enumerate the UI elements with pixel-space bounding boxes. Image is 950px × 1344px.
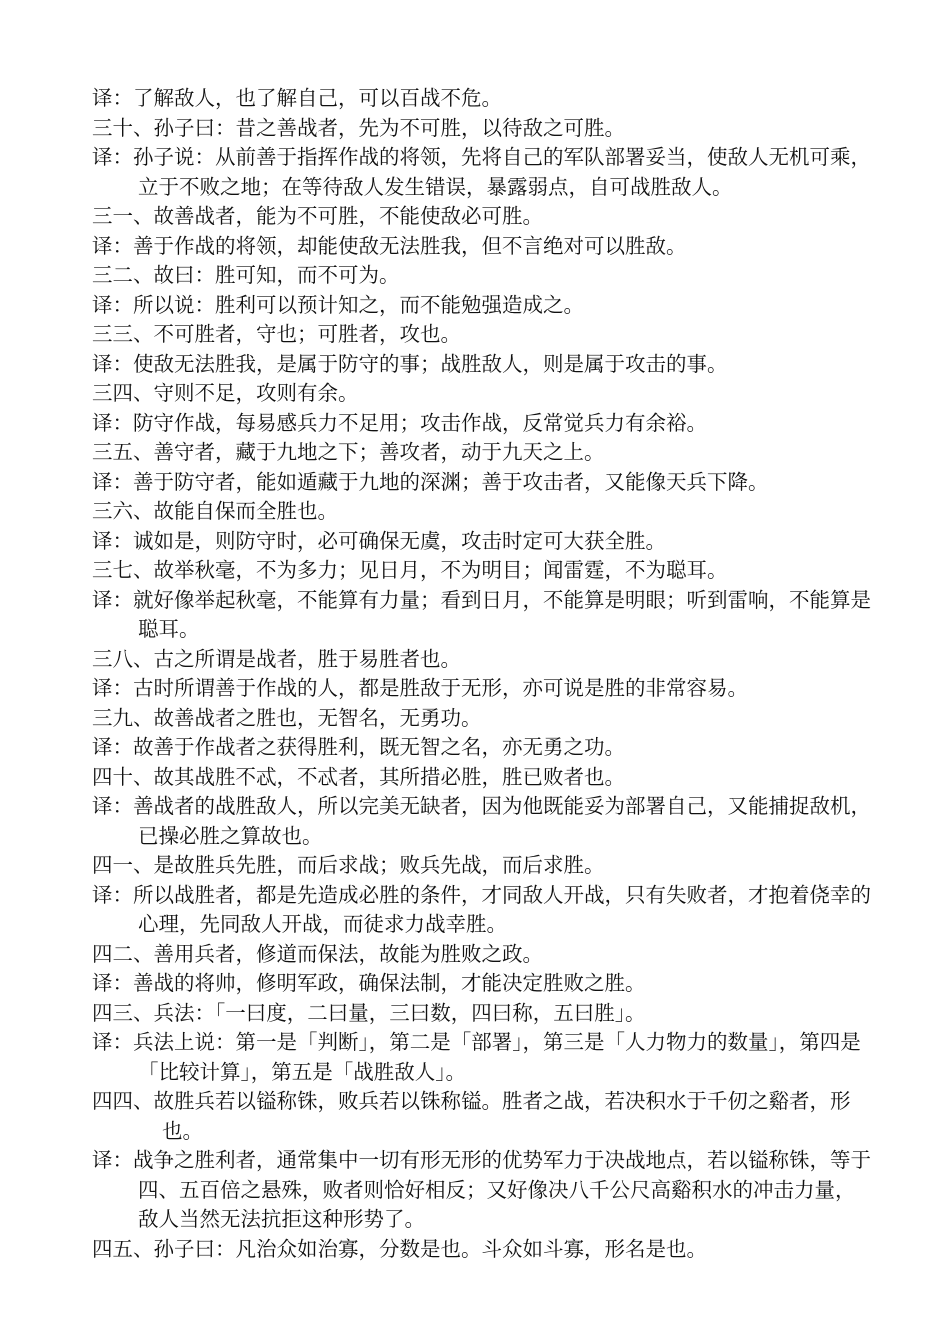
translation-line: 译：战争之胜利者，通常集中一切有形无形的优势军力于决战地点，若以镒称铢，等于四、五百倍之悬殊，败者则恰好相反；又好像决八千公尺高谿积水的冲击力量，敌人当然无法抗拒这种形势了。 — [92, 1148, 871, 1231]
original-text-line: 三三、不可胜者，守也；可胜者，攻也。 — [92, 322, 461, 346]
translation-line: 译：古时所谓善于作战的人，都是胜敌于无形，亦可说是胜的非常容易。 — [92, 676, 748, 700]
original-text-line: 三六、故能自保而全胜也。 — [92, 499, 338, 523]
original-text-line: 四一、是故胜兵先胜，而后求战；败兵先战，而后求胜。 — [92, 853, 605, 877]
translation-line: 译：诚如是，则防守时，必可确保无虞，攻击时定可大获全胜。 — [92, 528, 666, 553]
translation-line: 译：善于作战的将领，却能使敌无法胜我，但不言绝对可以胜敌。 — [92, 233, 687, 258]
original-text-line: 三四、守则不足，攻则有余。 — [92, 381, 359, 405]
translation-line: 译：善战者的战胜敌人，所以完美无缺者，因为他既能妥为部署自己，又能捕捉敌机，已操必胜之算故也。 — [92, 794, 871, 848]
document-page — [92, 84, 872, 1264]
translation-line: 译：善战的将帅，修明军政，确保法制，才能决定胜败之胜。 — [92, 971, 646, 995]
translation-line: 译：故善于作战者之获得胜利，既无智之名，亦无勇之功。 — [92, 735, 625, 759]
original-text-line: 四十、故其战胜不忒，不忒者，其所措必胜，胜已败者也。 — [92, 764, 625, 789]
original-text-line: 三二、故曰：胜可知，而不可为。 — [92, 263, 400, 287]
original-text-line: 四四、故胜兵若以镒称铢，败兵若以铢称镒。胜者之战，若决积水于千仞之谿者，形也。 — [92, 1089, 851, 1143]
translation-line: 译：防守作战，每易感兵力不足用；攻击作战，反常觉兵力有余裕。 — [92, 410, 707, 435]
translation-line: 译：就好像举起秋毫，不能算有力量；看到日月，不能算是明眼；听到雷响，不能算是聪耳。 — [92, 587, 871, 641]
translation-line: 译：使敌无法胜我，是属于防守的事；战胜敌人，则是属于攻击的事。 — [92, 351, 728, 376]
translation-line: 译：善于防守者，能如遁藏于九地的深渊；善于攻击者，又能像天兵下降。 — [92, 469, 769, 494]
translation-line: 译：所以战胜者，都是先造成必胜的条件，才同敌人开战，只有失败者，才抱着侥幸的心理，先同敌人开战，而徒求力战幸胜。 — [92, 882, 871, 936]
original-text-line: 四二、善用兵者，修道而保法，故能为胜败之政。 — [92, 941, 543, 966]
original-text-line: 三一、故善战者，能为不可胜，不能使敌必可胜。 — [92, 204, 543, 228]
original-text-line: 四五、孙子曰：凡治众如治寡，分数是也。斗众如斗寡，形名是也。 — [92, 1236, 707, 1261]
original-text-line: 三八、古之所谓是战者，胜于易胜者也。 — [92, 646, 461, 671]
original-text-line: 三十、孙子曰：昔之善战者，先为不可胜，以待敌之可胜。 — [92, 115, 625, 140]
translation-line: 译：兵法上说：第一是「判断」，第二是「部署」，第三是「人力物力的数量」，第四是「比较计算」，第五是「战胜敌人」。 — [92, 1030, 861, 1084]
original-text-line: 四三、兵法：「一曰度，二曰量，三曰数，四曰称，五曰胜」。 — [92, 1000, 646, 1025]
translation-line: 译：所以说：胜利可以预计知之，而不能勉强造成之。 — [92, 292, 584, 317]
translation-line: 译：了解敌人，也了解自己，可以百战不危。 — [92, 86, 502, 110]
original-text-line: 三九、故善战者之胜也，无智名，无勇功。 — [92, 705, 482, 730]
original-text-line: 三五、善守者，藏于九地之下；善攻者，动于九天之上。 — [92, 440, 605, 464]
translation-line: 译：孙子说：从前善于指挥作战的将领，先将自己的军队部署妥当，使敌人无机可乘，立于不败之地；在等待敌人发生错误，暴露弱点，自可战胜敌人。 — [92, 145, 871, 199]
original-text-line: 三七、故举秋毫，不为多力；见日月，不为明目；闻雷霆，不为聪耳。 — [92, 558, 728, 582]
